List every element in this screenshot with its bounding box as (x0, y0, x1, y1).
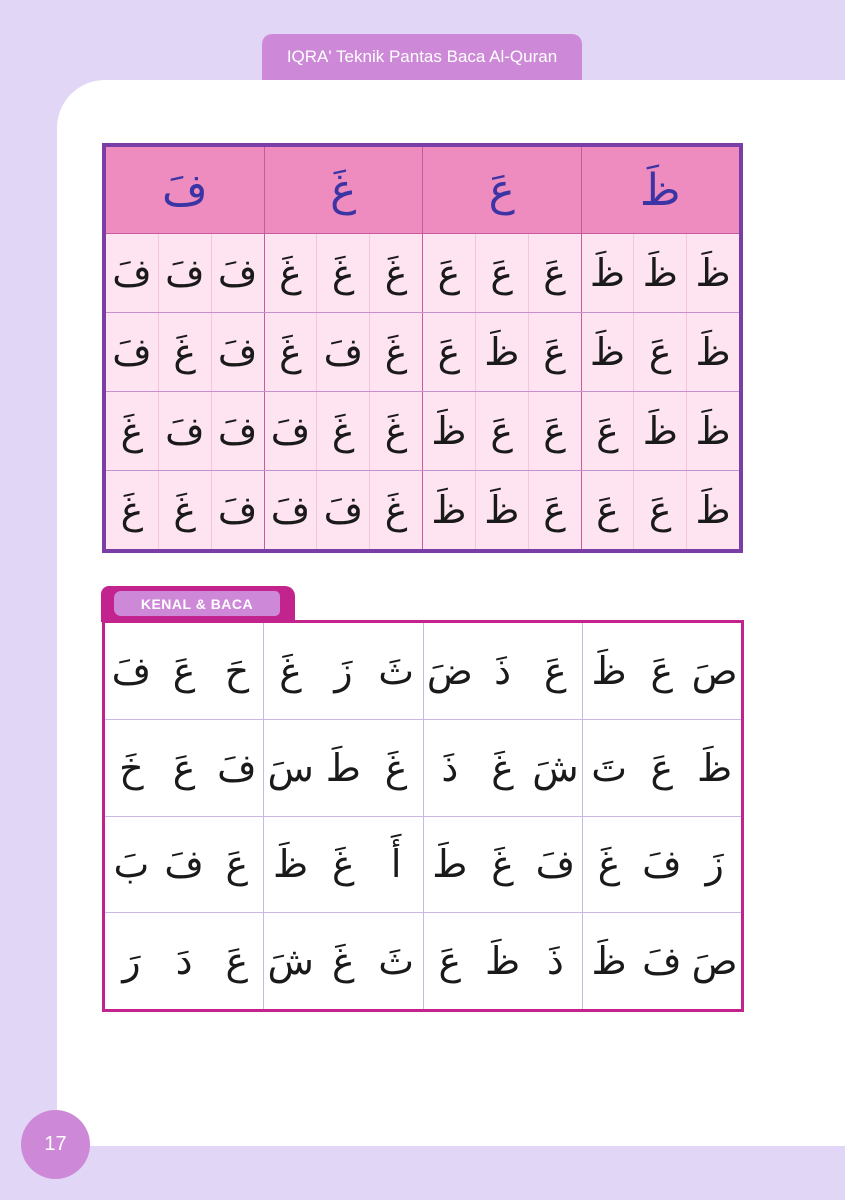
letter-cell: ظَ (686, 471, 739, 549)
letter-group (422, 471, 581, 549)
letter-cell: عَ (437, 251, 461, 295)
letter-cell: تَ (591, 745, 628, 790)
letter-cell: ظَ (686, 234, 739, 312)
letter-cell: ظَ (633, 392, 686, 470)
letter-cell: فَ (158, 234, 211, 312)
letter-cell: فَ (535, 842, 576, 887)
letter-group (105, 623, 263, 719)
table-row (105, 816, 741, 913)
letter-cell: غَ (332, 842, 355, 887)
letter-cell: طَ (325, 745, 361, 790)
page-number: 17 (21, 1110, 90, 1179)
letter-cell: عَ (475, 234, 528, 312)
letter-group (264, 234, 423, 312)
letter-cell: ظَ (697, 745, 733, 790)
letter-group (581, 234, 740, 312)
letter-cell: طَ (432, 842, 468, 887)
letter-group (263, 817, 422, 913)
letter-cell: ظَ (273, 842, 309, 887)
letter-cell: عَ (528, 234, 581, 312)
table-row (105, 623, 741, 719)
letter-cell: فَ (642, 842, 682, 887)
letter-group (263, 913, 422, 1009)
letter-cell: زَ (334, 648, 353, 693)
letter-cell: سَ (267, 745, 314, 790)
letter-cell: غَ (369, 313, 422, 391)
letter-cell: عَ (650, 648, 674, 693)
letter-cell: غَ (279, 330, 302, 374)
letter-group (423, 913, 582, 1009)
header-letter: عَ (422, 147, 581, 233)
letter-group (263, 720, 422, 816)
letter-cell: غَ (491, 842, 514, 887)
header-letter: فَ (161, 164, 208, 216)
table-row (106, 391, 739, 470)
letter-cell: عَ (650, 745, 674, 790)
letter-cell: غَ (120, 409, 144, 453)
letter-group (422, 234, 581, 312)
letter-cell: غَ (491, 745, 514, 790)
letter-cell: غَ (369, 234, 422, 312)
letter-cell: فَ (112, 330, 152, 374)
letter-cell: فَ (270, 488, 311, 532)
letter-cell: غَ (369, 392, 422, 470)
letter-cell: فَ (211, 471, 264, 549)
letter-cell: فَ (217, 745, 257, 790)
letter-cell: ظَ (686, 392, 739, 470)
table-row (106, 234, 739, 312)
letter-cell: عَ (172, 745, 196, 790)
letter-group (106, 234, 264, 312)
letter-group (423, 720, 582, 816)
letter-cell: غَ (332, 939, 355, 984)
letter-group (582, 913, 741, 1009)
letter-cell: بَ (113, 842, 150, 887)
letter-cell: عَ (225, 842, 249, 887)
letter-cell: عَ (225, 939, 249, 984)
letter-cell: عَ (544, 648, 567, 693)
letter-cell: عَ (633, 471, 686, 549)
letter-cell: غَ (158, 313, 211, 391)
letter-group (106, 392, 264, 470)
table-row (105, 719, 741, 816)
table-row (105, 912, 741, 1009)
letter-cell: عَ (528, 313, 581, 391)
letter-cell: صَ (691, 648, 738, 693)
book-title: IQRA' Teknik Pantas Baca Al-Quran (286, 47, 558, 66)
letter-cell: ذَ (546, 939, 564, 984)
letter-cell: صَ (691, 939, 738, 984)
header-letter: غَ (264, 147, 423, 233)
letter-cell: فَ (158, 392, 211, 470)
letter-cell: ظَ (475, 471, 528, 549)
letter-cell: غَ (384, 745, 408, 790)
letter-cell: عَ (438, 939, 462, 984)
letter-group (422, 392, 581, 470)
letter-group (582, 817, 741, 913)
letter-cell: ظَ (431, 409, 467, 453)
letter-group (582, 720, 741, 816)
letter-cell: خَ (119, 745, 144, 790)
letter-cell: ظَ (633, 234, 686, 312)
letter-cell: ظَ (485, 939, 521, 984)
letter-cell: ثَ (378, 648, 415, 693)
letter-practice-table (102, 143, 743, 553)
letter-cell: فَ (270, 409, 311, 453)
letter-cell: عَ (528, 471, 581, 549)
letter-cell: فَ (642, 939, 682, 984)
letter-group (423, 817, 582, 913)
letter-cell: غَ (279, 251, 302, 295)
kenal-baca-table (102, 620, 744, 1012)
letter-group (264, 471, 423, 549)
letter-group (264, 392, 423, 470)
letter-cell: عَ (596, 409, 619, 453)
letter-group (581, 313, 740, 391)
letter-cell: شَ (267, 939, 314, 984)
letter-cell: ظَ (589, 330, 626, 374)
section-label: KENAL & BACA (114, 591, 280, 616)
letter-cell: ظَ (591, 648, 627, 693)
letter-group (263, 623, 422, 719)
letter-cell: عَ (633, 313, 686, 391)
letter-group (422, 313, 581, 391)
letter-cell: ظَ (475, 313, 528, 391)
letter-cell: فَ (164, 842, 204, 887)
letter-cell: ثَ (378, 939, 415, 984)
letter-cell: ظَ (589, 251, 626, 295)
letter-cell: غَ (369, 471, 422, 549)
letter-cell: ظَ (591, 939, 627, 984)
letter-group (105, 720, 263, 816)
letter-cell: ظَ (686, 313, 739, 391)
letter-cell: دَ (175, 939, 193, 984)
letter-cell: ظَ (431, 488, 467, 532)
letter-group (106, 313, 264, 391)
letter-cell: فَ (211, 313, 264, 391)
letter-cell: أَ (390, 842, 402, 887)
letter-cell: رَ (122, 939, 141, 984)
letter-group (264, 313, 423, 391)
letter-cell: حَ (224, 648, 250, 693)
table-row (106, 470, 739, 549)
letter-group (105, 817, 263, 913)
header-letter: ظَ (581, 147, 740, 233)
letter-cell: شَ (532, 745, 579, 790)
letter-cell: فَ (112, 251, 152, 295)
letter-cell: زَ (705, 842, 724, 887)
table-row (106, 312, 739, 391)
letter-group (106, 471, 264, 549)
letter-group (105, 913, 263, 1009)
letter-cell: غَ (120, 488, 144, 532)
letter-cell: فَ (211, 392, 264, 470)
letter-cell: فَ (316, 471, 369, 549)
letter-cell: غَ (158, 471, 211, 549)
letter-cell: عَ (475, 392, 528, 470)
letter-cell: ذَ (494, 648, 512, 693)
table-body (106, 234, 739, 549)
letter-cell: غَ (597, 842, 621, 887)
letter-group (581, 471, 740, 549)
table-header-row (106, 147, 739, 234)
letter-group (582, 623, 741, 719)
letter-cell: فَ (211, 234, 264, 312)
letter-cell: عَ (596, 488, 619, 532)
letter-group (423, 623, 582, 719)
letter-cell: فَ (111, 648, 152, 693)
letter-cell: ضَ (426, 648, 473, 693)
letter-cell: عَ (172, 648, 196, 693)
letter-cell: فَ (316, 313, 369, 391)
letter-cell: غَ (316, 392, 369, 470)
letter-cell: غَ (316, 234, 369, 312)
book-title-tab (262, 34, 582, 80)
letter-cell: ذَ (441, 745, 459, 790)
letter-cell: عَ (528, 392, 581, 470)
letter-cell: غَ (279, 648, 302, 693)
letter-group (581, 392, 740, 470)
letter-cell: عَ (437, 330, 461, 374)
